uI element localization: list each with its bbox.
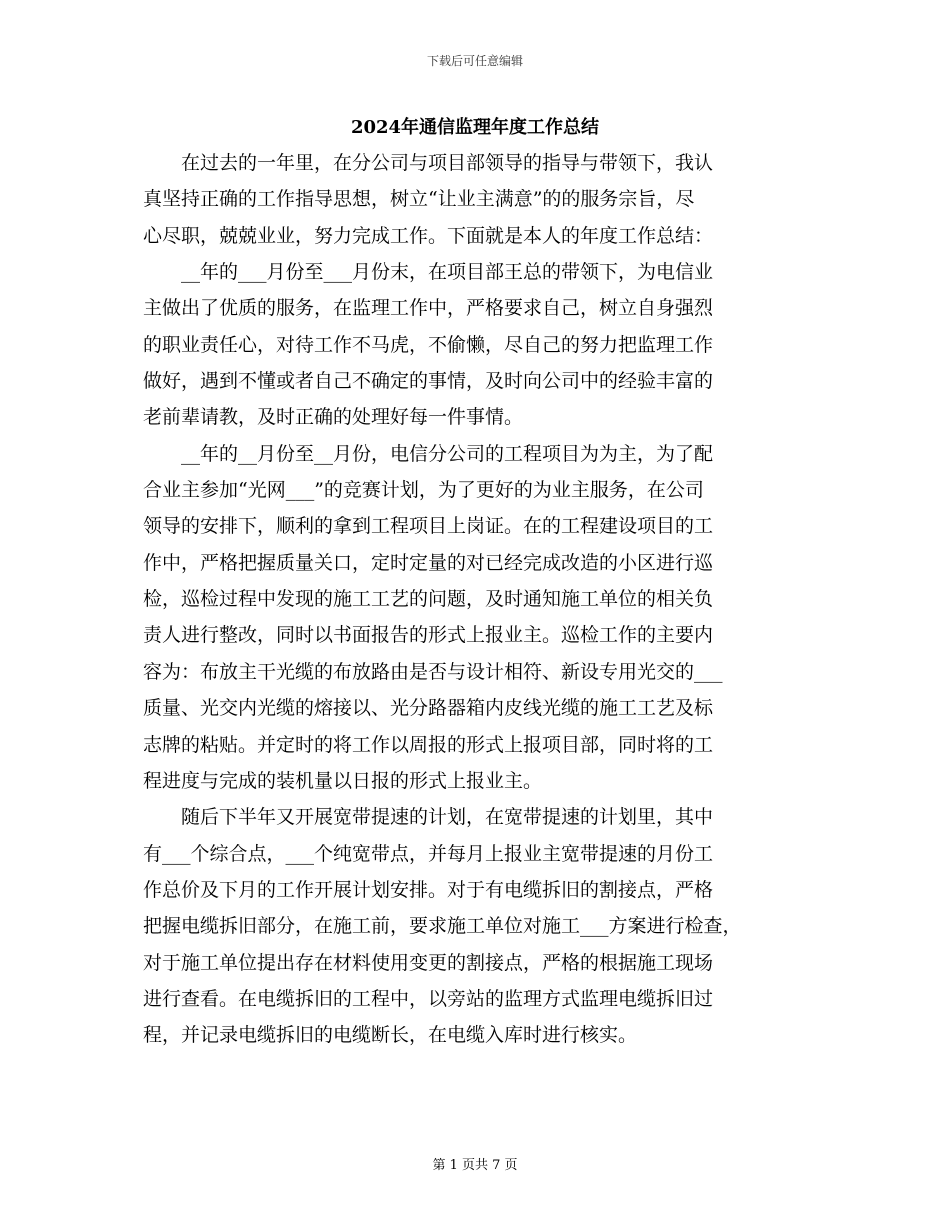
- body-line: 质量、光交内光缆的熔接以、光分路器箱内皮线光缆的施工工艺及标: [143, 697, 714, 720]
- body-line: __年的__月份至__月份，电信分公司的工程项目为为主，为了配: [143, 442, 714, 465]
- body-line: 对于施工单位提出存在材料使用变更的割接点，严格的根据施工现场: [143, 951, 714, 974]
- body-line: 把握电缆拆旧部分，在施工前，要求施工单位对施工___方案进行检查，: [143, 915, 742, 938]
- body-line: __年的___月份至___月份末，在项目部王总的带领下，为电信业: [143, 261, 714, 284]
- body-line: 进行查看。在电缆拆旧的工程中，以旁站的监理方式监理电缆拆旧过: [143, 987, 714, 1010]
- body-line: 随后下半年又开展宽带提速的计划，在宽带提速的计划里，其中: [143, 806, 714, 829]
- body-line: 主做出了优质的服务，在监理工作中，严格要求自己，树立自身强烈: [143, 297, 714, 320]
- document-body: [143, 145, 808, 1054]
- body-line: 合业主参加“光网___”的竞赛计划，为了更好的为业主服务，在公司: [143, 479, 704, 502]
- header-note: 下载后可任意编辑: [426, 54, 523, 68]
- body-line: 真坚持正确的工作指导思想，树立“让业主满意”的的服务宗旨，尽: [143, 188, 695, 211]
- body-line: 责人进行整改，同时以书面报告的形式上报业主。巡检工作的主要内: [143, 624, 714, 647]
- body-line: 的职业责任心，对待工作不马虎，不偷懒，尽自己的努力把监理工作: [143, 333, 714, 356]
- page-footer: 第 1 页共 7 页: [432, 1158, 518, 1173]
- body-line: 有___个综合点，___个纯宽带点，并每月上报业主宽带提速的月份工: [143, 842, 714, 865]
- body-line: 程，并记录电缆拆旧的电缆断长，在电缆入库时进行核实。: [143, 1024, 638, 1047]
- document-title: 2024年通信监理年度工作总结: [350, 117, 600, 138]
- body-line: 志牌的粘贴。并定时的将工作以周报的形式上报项目部，同时将的工: [143, 733, 714, 756]
- body-line: 老前辈请教，及时正确的处理好每一件事情。: [143, 406, 524, 429]
- body-line: 在过去的一年里，在分公司与项目部领导的指导与带领下，我认: [143, 152, 714, 174]
- body-line: 做好，遇到不懂或者自己不确定的事情，及时向公司中的经验丰富的: [143, 370, 714, 393]
- body-line: 领导的安排下，顺利的拿到工程项目上岗证。在的工程建设项目的工: [143, 515, 714, 538]
- body-line: 心尽职，兢兢业业，努力完成工作。下面就是本人的年度工作总结：: [143, 224, 714, 247]
- body-line: 容为：布放主干光缆的布放路由是否与设计相符、新设专用光交的___: [143, 660, 723, 683]
- body-line: 检，巡检过程中发现的施工工艺的问题，及时通知施工单位的相关负: [143, 588, 714, 611]
- body-line: 程进度与完成的装机量以日报的形式上报业主。: [143, 769, 543, 792]
- body-line: 作总价及下月的工作开展计划安排。对于有电缆拆旧的割接点，严格: [143, 878, 714, 901]
- body-line: 作中，严格把握质量关口，定时定量的对已经完成改造的小区进行巡: [143, 551, 714, 574]
